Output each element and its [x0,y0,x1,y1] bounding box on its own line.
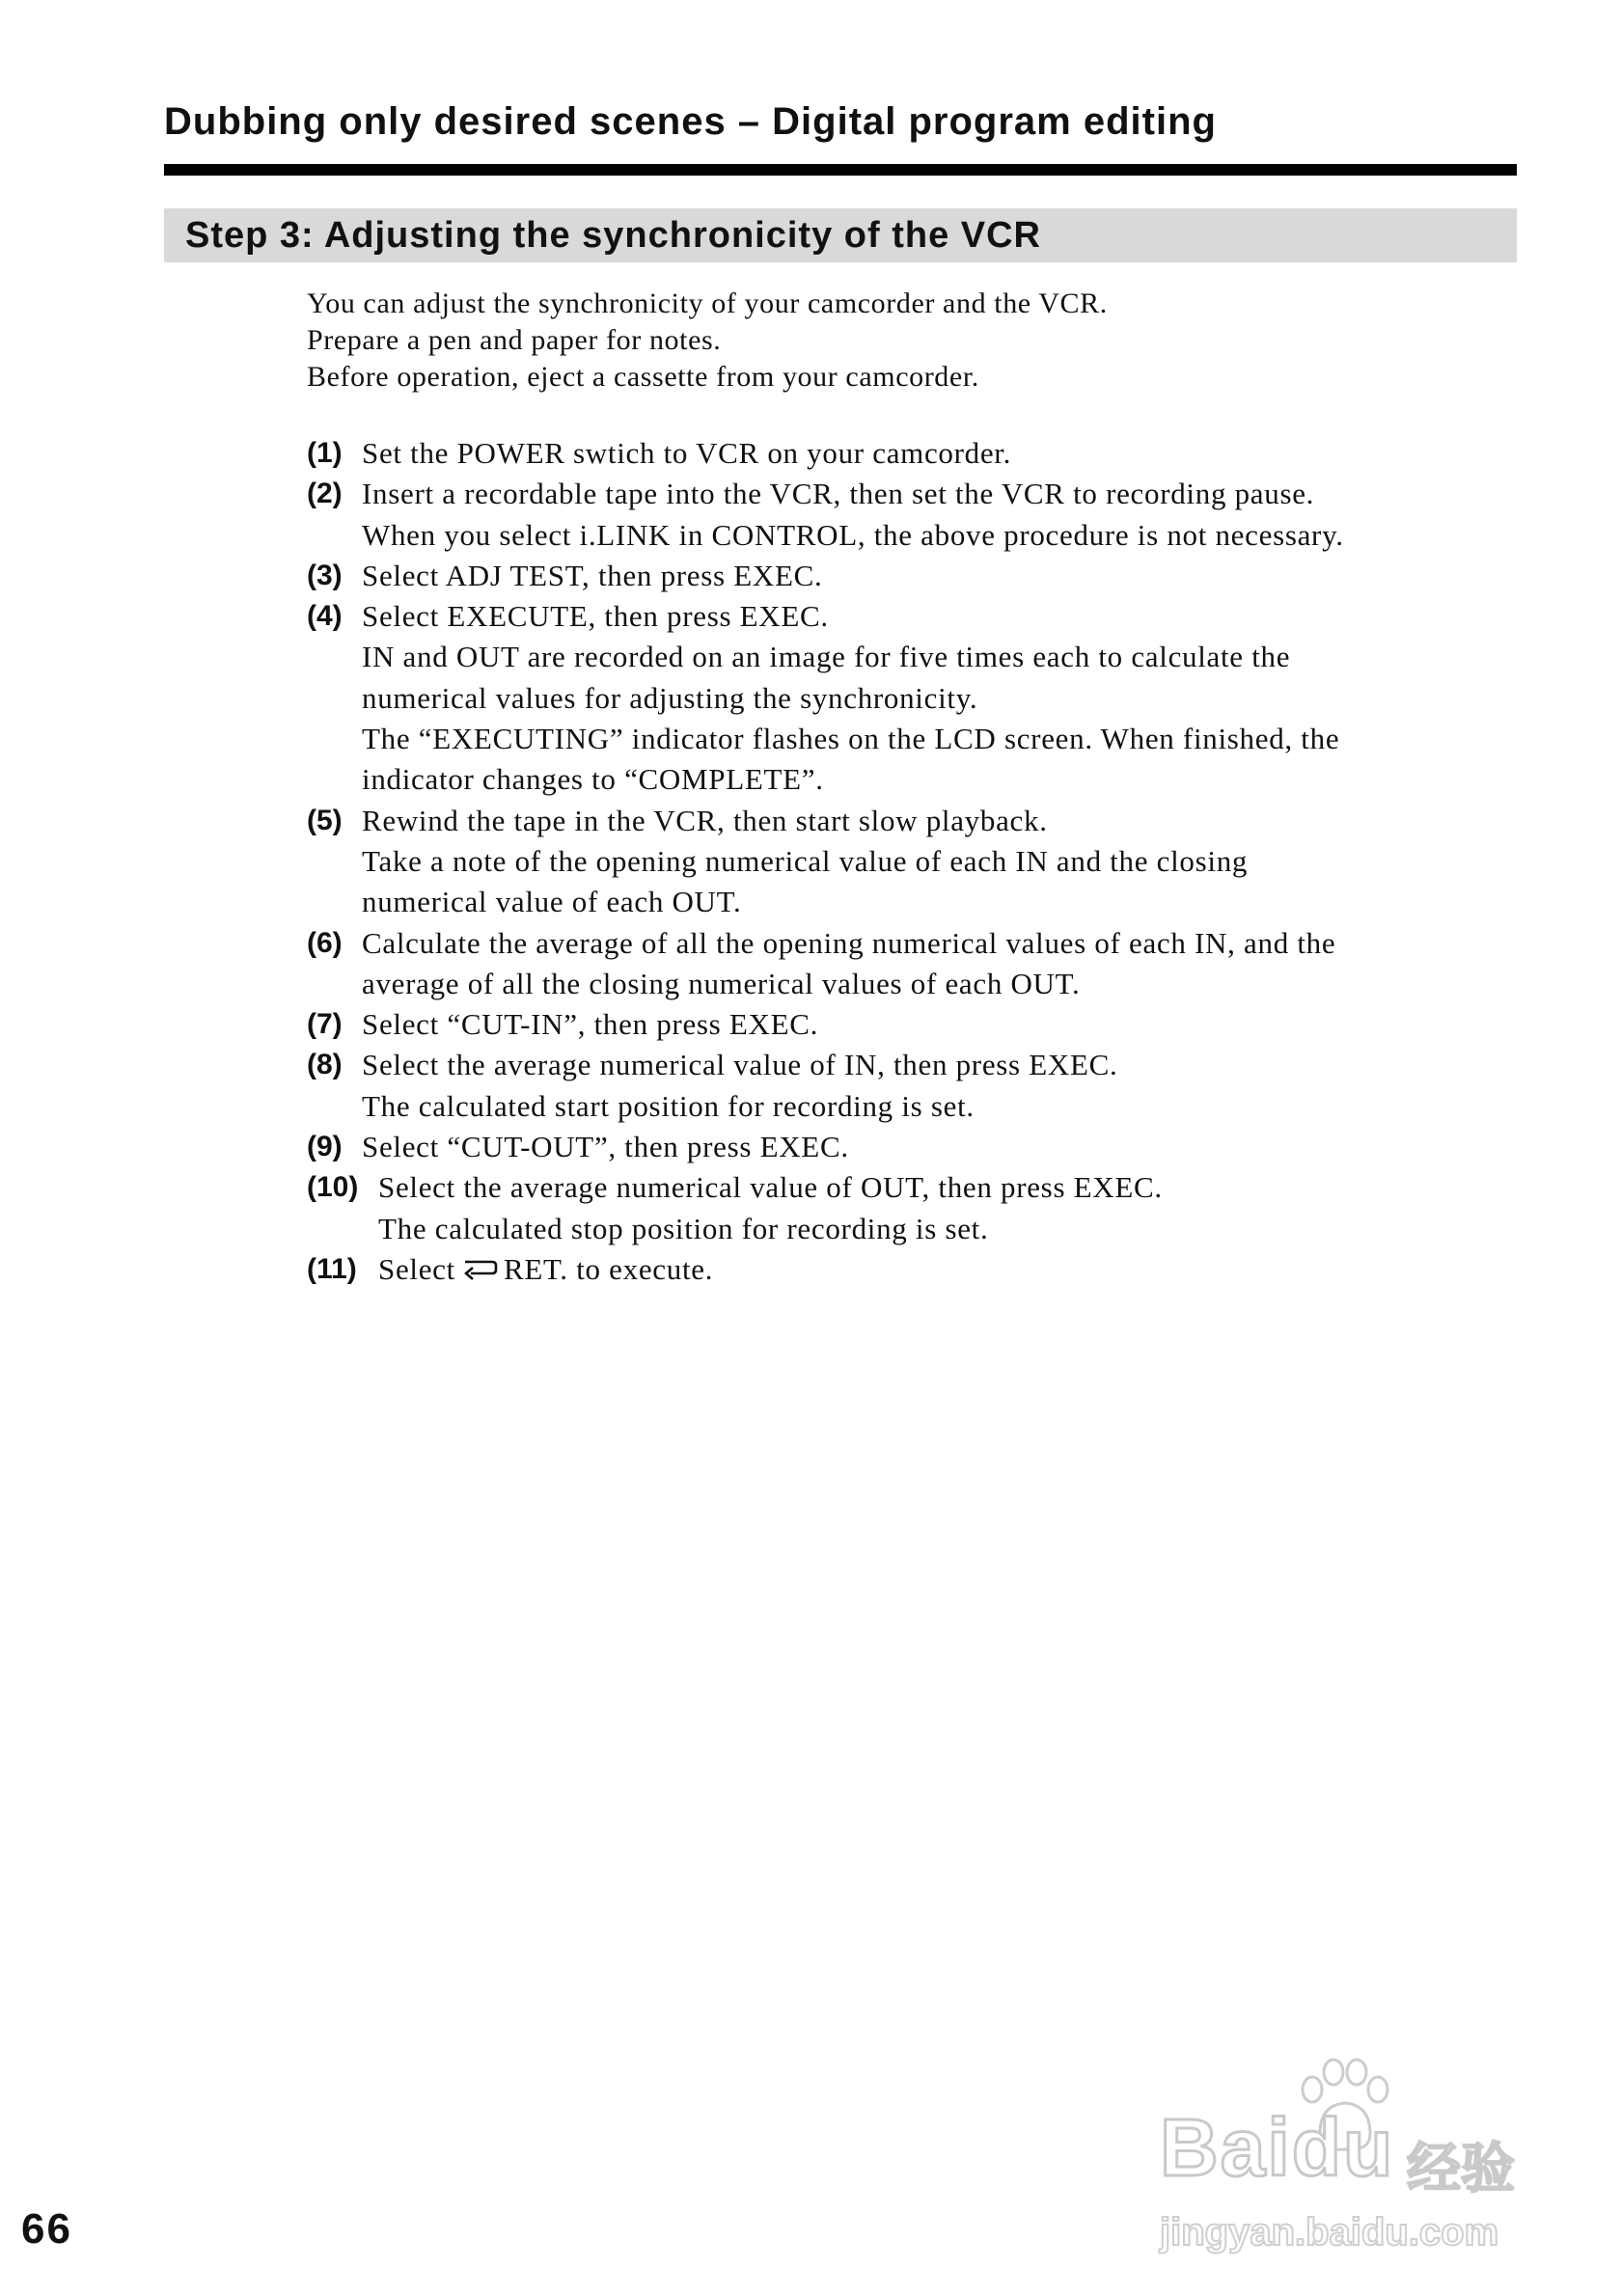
step-4 [307,596,1523,800]
step-number: (4) [307,600,343,633]
section-title-band [164,208,1517,262]
step-text: The calculated start position for recording is set. [362,1088,975,1123]
step-text: When you select i.LINK in CONTROL, the above procedure is not necessary. [362,517,1344,552]
step-3 [307,556,1523,596]
step-1 [307,433,1523,474]
step-text: Select “CUT-IN”, then press EXEC. [362,1007,819,1042]
step-number: (1) [307,437,343,469]
baidu-watermark [1154,2055,1559,2267]
step-text: numerical value of each OUT. [362,885,742,919]
step-text: Select “CUT-OUT”, then press EXEC. [362,1130,849,1164]
step-text: Select the average numerical value of OUT, then press EXEC. [378,1170,1163,1205]
step-number: (3) [307,559,343,591]
step-text: Insert a recordable tape into the VCR, then set the VCR to recording pause. [362,477,1315,511]
step-text [378,1249,713,1290]
step-number: (8) [307,1049,343,1081]
header-rule [164,164,1517,176]
step-number: (11) [307,1252,357,1285]
watermark-brand: Baidu [1160,2102,1395,2193]
step-2 [307,474,1523,556]
return-arrow-icon [461,1258,500,1283]
step-text: indicator changes to “COMPLETE”. [362,762,824,797]
intro-line: You can adjust the synchronicity of your camcorder and the VCR. [307,287,1108,319]
watermark-url: jingyan.baidu.com [1160,2211,1499,2254]
step-7 [307,1004,1523,1045]
step-text: The “EXECUTING” indicator flashes on the LCD screen. When finished, the [362,722,1340,756]
step-number: (10) [307,1171,359,1204]
step-10 [307,1167,1523,1249]
step-8 [307,1045,1523,1127]
step-number: (9) [307,1131,343,1163]
intro-line: Prepare a pen and paper for notes. [307,324,722,356]
step-text: The calculated stop position for recording is set. [378,1211,989,1245]
page-header-title: Dubbing only desired scenes – Digital program editing [164,100,1217,143]
step-number: (5) [307,804,343,836]
section-title: Step 3: Adjusting the synchronicity of the VCR [185,215,1041,256]
step-text: average of all the closing numerical values of each OUT. [362,966,1081,1000]
procedure-steps [307,433,1523,1290]
step-after-icon-text: RET. to execute. [503,1251,714,1286]
step-text: Calculate the average of all the opening numerical values of each IN, and the [362,925,1336,960]
step-number: (6) [307,926,343,959]
step-5 [307,801,1523,923]
step-9 [307,1127,1523,1167]
step-text: Select the average numerical value of IN, then press EXEC. [362,1048,1118,1082]
step-number: (7) [307,1008,343,1041]
intro-paragraph [307,286,1108,396]
step-text: Select ADJ TEST, then press EXEC. [362,558,823,592]
step-text: Take a note of the opening numerical value of each IN and the closing [362,843,1249,878]
watermark-chinese: 经验 [1407,2138,1515,2200]
step-6 [307,923,1523,1005]
intro-line: Before operation, eject a cassette from your camcorder. [307,361,979,393]
step-text: Rewind the tape in the VCR, then start slow playback. [362,803,1048,837]
step-text: IN and OUT are recorded on an image for five times each to calculate the [362,640,1291,674]
page-number: 66 [21,2205,72,2253]
step-text: Set the POWER swtich to VCR on your camcorder. [362,436,1012,470]
step-text: numerical values for adjusting the synchronicity. [362,680,978,715]
step-text: Select EXECUTE, then press EXEC. [362,599,829,634]
step-number: (2) [307,478,343,510]
step-11 [307,1249,1523,1290]
step-select-word: Select [378,1251,455,1286]
